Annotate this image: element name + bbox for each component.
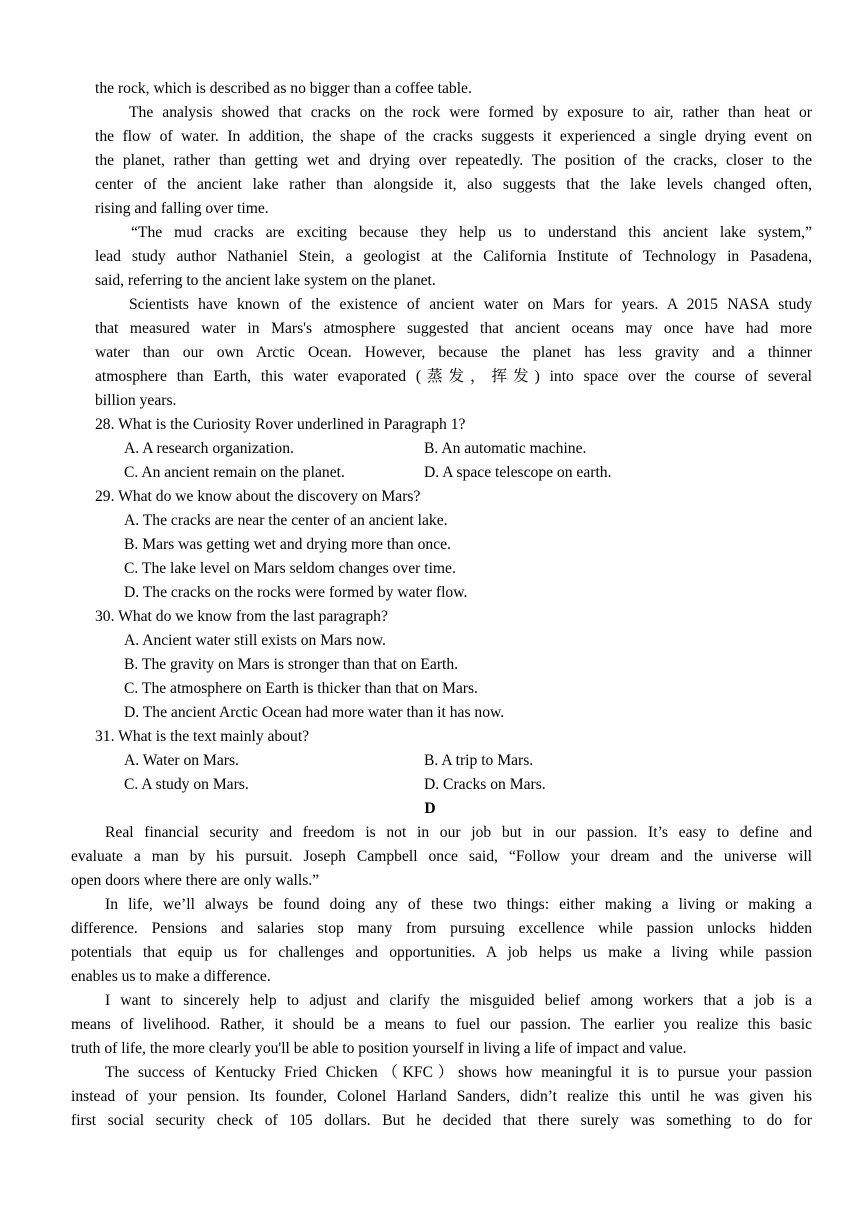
passage-d-line: instead of your pension. Its founder, Colonel Harland Sanders, didn’t realize this until he was given his — [71, 1088, 812, 1105]
passage-c-line: rising and falling over time. — [95, 200, 269, 217]
answer-option[interactable]: B. A trip to Mars. — [424, 752, 534, 769]
passage-d-line: potentials that equip us for challenges and opportunities. A job helps us make a living while passion — [71, 944, 812, 961]
passage-c-line: Scientists have known of the existence of ancient water on Mars for years. A 2015 NASA study — [129, 296, 812, 313]
passage-c-line: the rock, which is described as no bigger than a coffee table. — [95, 80, 472, 97]
passage-c-line: that measured water in Mars's atmosphere suggested that ancient oceans may once have had more — [95, 320, 812, 337]
answer-option[interactable]: D. A space telescope on earth. — [424, 464, 612, 481]
answer-option[interactable]: C. An ancient remain on the planet. — [124, 464, 345, 481]
passage-d-line: The success of Kentucky Fried Chicken（KFC）shows how meaningful it is to pursue your passion — [105, 1064, 812, 1081]
answer-option[interactable]: A. The cracks are near the center of an ancient lake. — [124, 512, 448, 529]
passage-c-line: water than our own Arctic Ocean. However, because the planet has less gravity and a thinner — [95, 344, 812, 361]
passage-c-line: The analysis showed that cracks on the rock were formed by exposure to air, rather than heat or — [129, 104, 812, 121]
passage-d-line: I want to sincerely help to adjust and clarify the misguided belief among workers that a job is a — [105, 992, 812, 1009]
answer-option[interactable]: B. The gravity on Mars is stronger than that on Earth. — [124, 656, 459, 673]
passage-c-line: “The mud cracks are exciting because they help us to understand this ancient lake system,” — [131, 224, 812, 241]
answer-option[interactable]: D. The ancient Arctic Ocean had more water than it has now. — [124, 704, 505, 721]
passage-d-line: enables us to make a difference. — [71, 968, 271, 985]
question-stem: 28. What is the Curiosity Rover underlined in Paragraph 1? — [95, 416, 466, 433]
answer-option[interactable]: B. An automatic machine. — [424, 440, 587, 457]
question-stem: 31. What is the text mainly about? — [95, 728, 310, 745]
passage-c-line: said, referring to the ancient lake system on the planet. — [95, 272, 436, 289]
passage-d-line: In life, we’ll always be found doing any of these two things: either making a living or making a — [105, 896, 812, 913]
passage-d-line: difference. Pensions and salaries stop many from pursuing excellence while passion unlocks hidden — [71, 920, 812, 937]
answer-option[interactable]: D. The cracks on the rocks were formed by water flow. — [124, 584, 468, 601]
passage-c-line: center of the ancient lake rather than alongside it, also suggests that the lake levels changed often, — [95, 176, 812, 193]
section-heading: D — [424, 800, 436, 817]
answer-option[interactable]: A. A research organization. — [124, 440, 294, 457]
passage-d-line: evaluate a man by his pursuit. Joseph Campbell once said, “Follow your dream and the universe will — [71, 848, 812, 865]
question-stem: 30. What do we know from the last paragraph? — [95, 608, 388, 625]
answer-option[interactable]: D. Cracks on Mars. — [424, 776, 546, 793]
passage-c-line: the flow of water. In addition, the shape of the cracks suggests it experienced a single drying event on — [95, 128, 812, 145]
passage-c-line: atmosphere than Earth, this water evaporated (蒸发，挥发) into space over the course of several — [95, 368, 812, 385]
passage-d-line: open doors where there are only walls.” — [71, 872, 320, 889]
answer-option[interactable]: C. A study on Mars. — [124, 776, 249, 793]
passage-d-line: truth of life, the more clearly you'll be able to position yourself in living a life of impact and value. — [71, 1040, 687, 1057]
answer-option[interactable]: A. Ancient water still exists on Mars now. — [124, 632, 386, 649]
passage-d-line: first social security check of 105 dollars. But he decided that there surely was something to do for — [71, 1112, 812, 1129]
answer-option[interactable]: C. The lake level on Mars seldom changes over time. — [124, 560, 456, 577]
question-stem: 29. What do we know about the discovery on Mars? — [95, 488, 421, 505]
passage-d-line: means of livelihood. Rather, it should be a means to fuel our passion. The earlier you realize this basic — [71, 1016, 812, 1033]
passage-d-line: Real financial security and freedom is not in our job but in our passion. It’s easy to define and — [105, 824, 812, 841]
answer-option[interactable]: B. Mars was getting wet and drying more than once. — [124, 536, 451, 553]
answer-option[interactable]: A. Water on Mars. — [124, 752, 239, 769]
passage-c-line: lead study author Nathaniel Stein, a geologist at the California Institute of Technology in Pasadena, — [95, 248, 812, 265]
passage-c-line: billion years. — [95, 392, 177, 409]
passage-c-line: the planet, rather than getting wet and drying over repeatedly. The position of the cracks, closer to the — [95, 152, 812, 169]
answer-option[interactable]: C. The atmosphere on Earth is thicker than that on Mars. — [124, 680, 478, 697]
